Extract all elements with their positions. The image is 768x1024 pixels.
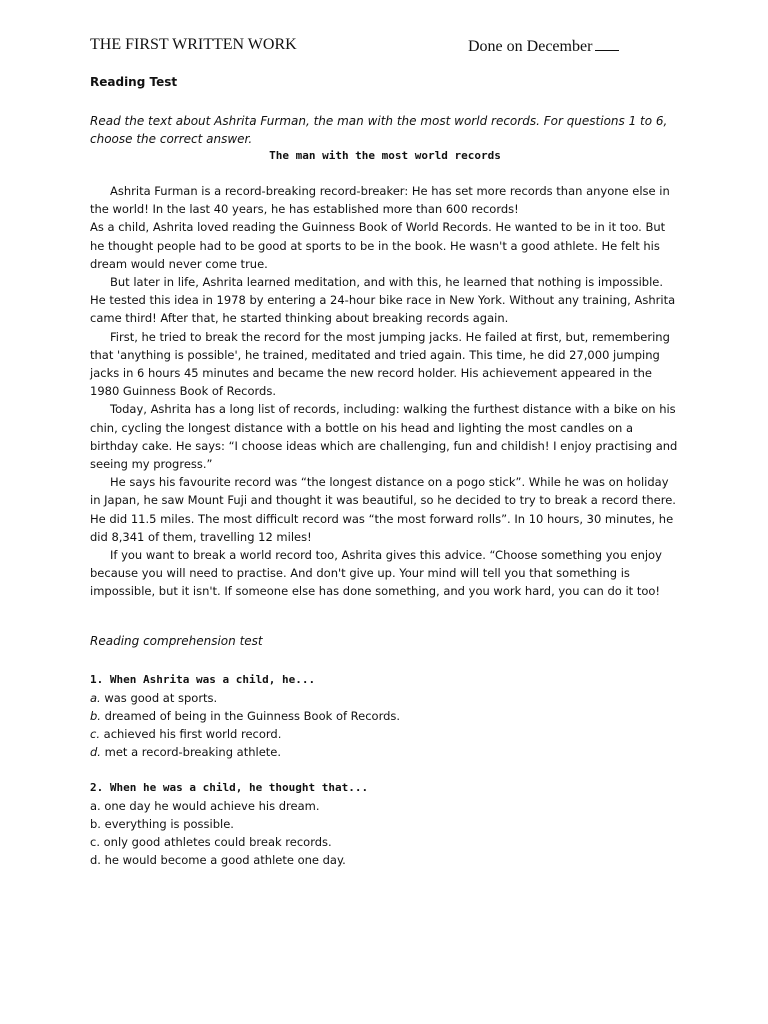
- question-1-option-d: [90, 743, 680, 761]
- option-letter: b.: [90, 709, 101, 723]
- option-letter: c.: [90, 835, 100, 849]
- paragraph-3: But later in life, Ashrita learned meditation, and with this, he learned that nothing is impossible. He tested this idea in 1978 by entering a 24-hour bike race in New York. Without any training, Ashrita came third! After that, he started thinking about breaking records again.: [90, 275, 676, 326]
- question-2-option-d: [90, 851, 680, 869]
- question-2-option-b: [90, 815, 680, 833]
- option-text: was good at sports.: [104, 691, 218, 705]
- question-1-title: 1. When Ashrita was a child, he...: [90, 673, 316, 686]
- question-2-option-c: [90, 833, 680, 851]
- question-1: [90, 671, 680, 761]
- option-letter: b.: [90, 817, 101, 831]
- option-text: achieved his first world record.: [103, 727, 282, 741]
- paragraph-5: Today, Ashrita has a long list of records, including: walking the furthest distance with a bike on his chin, cycling the longest distance with a bottle on his head and lighting the most candles on a birthday cake. He says: “I choose ideas which are challenging, fun and childish! I enjoy practising and seeing my progress.”: [90, 402, 678, 472]
- page-header: [90, 36, 650, 58]
- paragraph-7: If you want to break a world record too, Ashrita gives this advice. “Choose something you enjoy because you will need to practise. And don't give up. Your mind will tell you that something is impossible, but it isn't. If someone else has done something, and you work hard, you can do it too!: [90, 548, 662, 599]
- paragraph-4: First, he tried to break the record for the most jumping jacks. He failed at first, but, remembering that 'anything is possible', he trained, meditated and tried again. This time, he did 27,000 jumping jacks in 6 hours 45 minutes and became the new record holder. His achievement appeared in the 1980 Guinness Book of Records.: [90, 329, 670, 399]
- reading-text-title: The man with the most world records: [269, 149, 501, 162]
- question-2: [90, 779, 680, 869]
- paragraph-2: As a child, Ashrita loved reading the Guinness Book of World Records. He wanted to be in it too. But he thought people had to be good at sports to be in the book. He wasn't a good athlete. He felt his dream would never come true.: [90, 220, 666, 271]
- section-title: Reading Test: [90, 75, 178, 89]
- date-blank: [595, 36, 619, 51]
- option-text: he would become a good athlete one day.: [104, 853, 346, 867]
- option-letter: d.: [90, 853, 101, 867]
- option-letter: a.: [90, 691, 101, 705]
- question-1-option-a: [90, 689, 680, 707]
- comprehension-title: Reading comprehension test: [90, 634, 263, 648]
- question-1-option-c: [90, 725, 680, 743]
- option-text: only good athletes could break records.: [103, 835, 332, 849]
- worksheet-title: THE FIRST WRITTEN WORK: [90, 36, 297, 53]
- option-text: everything is possible.: [104, 817, 234, 831]
- date-label-text: Done on December: [468, 38, 593, 55]
- question-1-option-b: [90, 707, 680, 725]
- paragraph-6: He says his favourite record was “the longest distance on a pogo stick”. While he was on holiday in Japan, he saw Mount Fuji and thought it was beautiful, so he decided to try to break a record there. He did 11.5 miles. The most difficult record was “the most forward rolls”. In 10 hours, 30 minutes, he did 8,341 of them, travelling 12 miles!: [90, 475, 676, 544]
- option-letter: a.: [90, 799, 101, 813]
- option-letter: d.: [90, 745, 101, 759]
- option-text: one day he would achieve his dream.: [104, 799, 320, 813]
- option-letter: c.: [90, 727, 100, 741]
- date-label: [468, 36, 619, 56]
- option-text: dreamed of being in the Guinness Book of Records.: [104, 709, 401, 723]
- option-text: met a record-breaking athlete.: [104, 745, 282, 759]
- paragraph-1: Ashrita Furman is a record-breaking record-breaker: He has set more records than anyone else in the world! In the last 40 years, he has established more than 600 records!: [90, 184, 670, 217]
- reading-text: [90, 182, 680, 601]
- question-2-option-a: [90, 797, 680, 815]
- instructions: Read the text about Ashrita Furman, the man with the most world records. For questions 1 to 6, choose the correct answer.: [90, 114, 668, 146]
- question-2-title: 2. When he was a child, he thought that...: [90, 781, 369, 794]
